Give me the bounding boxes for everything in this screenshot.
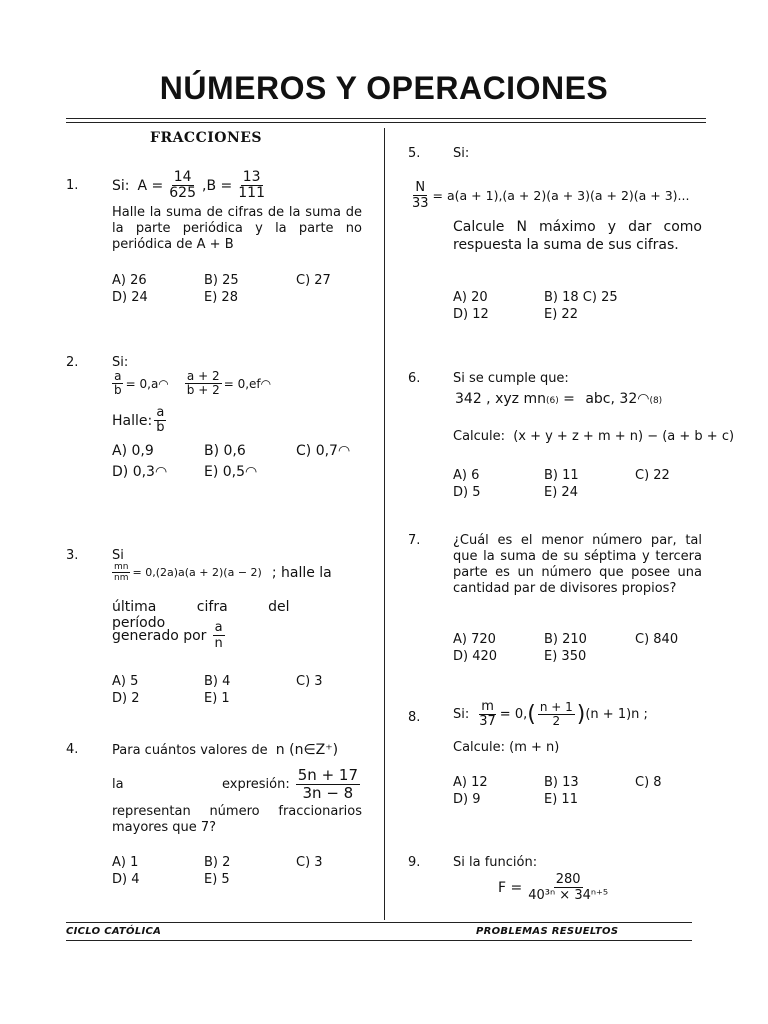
problem-4-text2: representan número fraccionarios mayores que 7? [112,804,362,835]
title-rule-top [66,118,706,119]
problem-3-math: $\frac{mn}{nm}$ = 0,(2a)a(a + 2)(a − 2) ; halle la [114,562,332,583]
option: E) 0,5◠ [204,464,258,480]
option: E) 1 [204,691,230,706]
problem-2-options [112,441,350,483]
fraction-b: $\frac{13}{111}$ [238,169,265,201]
problem-8-math: Si: $\frac{m}{37}$ = 0, ( $\frac{n + 1}{2}$ ) (n + 1)n ; [453,699,648,729]
option: B) 18 C) 25 [544,290,618,305]
option: A) 720 [453,632,496,647]
problem-5-math: $\frac{N}{33}$ = a(a + 1),(a + 2)(a + 3)(a + 2)(a + 3)... [412,180,690,211]
option: E) 28 [204,290,238,305]
problem-9-number: 9. [408,855,421,870]
problem-3-options [112,673,323,707]
title-rule-bottom [66,122,706,123]
problem-4-text: Para cuántos valores de n (n∈Z⁺) [112,742,339,758]
option: D) 12 [453,307,489,322]
option: D) 2 [112,691,140,706]
problem-6-math: 342 , xyz mn(6) = abc, 32◠(8) [455,391,663,407]
option: C) 27 [296,273,331,288]
option: A) 1 [112,855,139,870]
problem-6-options [453,467,670,501]
column-divider [384,128,385,920]
option: D) 420 [453,649,498,664]
option: C) 22 [635,468,670,483]
problem-7-options [453,631,678,665]
problem-2-math: $\frac{a}{b}$ = 0,a◠ $\frac{a + 2}{b + 2}$ = 0,ef◠ [114,369,272,397]
problem-5-text: Calcule N máximo y dar como respuesta la suma de sus cifras. [453,219,702,253]
problem-4-expression: la expresión: $\frac{5n + 17}{3n - 8}$ [112,766,358,802]
problem-1-options [112,272,331,306]
option: B) 25 [204,273,239,288]
problem-8-options [453,774,662,808]
option: A) 6 [453,468,480,483]
problem-1-math [112,170,269,201]
option: C) 8 [635,775,662,790]
footer-right: PROBLEMAS RESUELTOS [476,926,619,937]
problem-1-lead: Si: [112,177,130,194]
option: C) 840 [635,632,679,647]
footer-rule-bottom [66,940,692,941]
section-heading: FRACCIONES [150,130,263,146]
problem-6-lead: Si se cumple que: [453,371,569,386]
problem-3-number: 3. [66,548,79,563]
problem-1-b-label: ,B = [202,177,233,194]
problem-1-number: 1. [66,178,79,193]
footer-rule-top [66,922,692,923]
fraction-a: $\frac{14}{625}$ [169,169,196,201]
problem-9-math: F = $\frac{280}{\text{40³ⁿ × 34ⁿ⁺⁵}}$ [498,872,609,903]
fraction-a-b: $\frac{a}{b}$ [114,369,122,397]
option: D) 4 [112,872,140,887]
problem-5-lead: Si: [453,146,470,161]
option: A) 12 [453,775,488,790]
option: A) 26 [112,273,147,288]
problem-7-number: 7. [408,533,421,548]
option: B) 13 [544,775,579,790]
option: B) 2 [204,855,231,870]
problem-8-number: 8. [408,710,421,725]
page-title: NÚMEROS Y OPERACIONES [159,70,609,106]
option: C) 0,7◠ [296,443,351,459]
option: B) 0,6 [204,443,246,459]
option: E) 11 [544,792,578,807]
option: A) 0,9 [112,443,154,459]
problem-2-lead: Si: [112,355,129,370]
problem-7-text: ¿Cuál es el menor número par, tal que la suma de su séptima y tercera parte es un número que posee una cantidad par de divisores propios? [453,533,702,596]
option: D) 0,3◠ [112,464,168,480]
option: B) 11 [544,468,579,483]
option: D) 24 [112,290,148,305]
problem-8-calc: Calcule: (m + n) [453,740,560,755]
problem-4-options [112,854,323,888]
problem-2-number: 2. [66,355,79,370]
option: E) 350 [544,649,587,664]
fraction-a2-b2: $\frac{a + 2}{b + 2}$ [186,369,220,397]
option: E) 24 [544,485,578,500]
problem-5-number: 5. [408,146,421,161]
footer-left: CICLO CATÓLICA [66,926,162,937]
problem-1-text: Halle la suma de cifras de la suma de la parte periódica y la parte no periódica de A + B [112,205,362,252]
problem-3-generado: generado por $\frac{a}{n}$ [112,620,223,651]
option: A) 20 [453,290,488,305]
problem-4-number: 4. [66,742,79,757]
option: A) 5 [112,674,139,689]
problem-3-text: última cifra del período [112,599,290,631]
problem-6-number: 6. [408,371,421,386]
problem-9-lead: Si la función: [453,855,538,870]
option: B) 210 [544,632,587,647]
option: E) 5 [204,872,230,887]
option: B) 4 [204,674,231,689]
problem-1-a-label: A = [137,177,164,194]
option: E) 22 [544,307,578,322]
problem-5-options [453,289,618,323]
option: C) 3 [296,674,323,689]
problem-6-calc: Calcule: (x + y + z + m + n) − (a + b + c) [453,429,735,444]
option: D) 5 [453,485,481,500]
option: C) 3 [296,855,323,870]
option: D) 9 [453,792,481,807]
problem-3-lead: Si [112,548,124,563]
problem-2-halle: Halle: $\frac{a}{b}$ [112,405,165,435]
